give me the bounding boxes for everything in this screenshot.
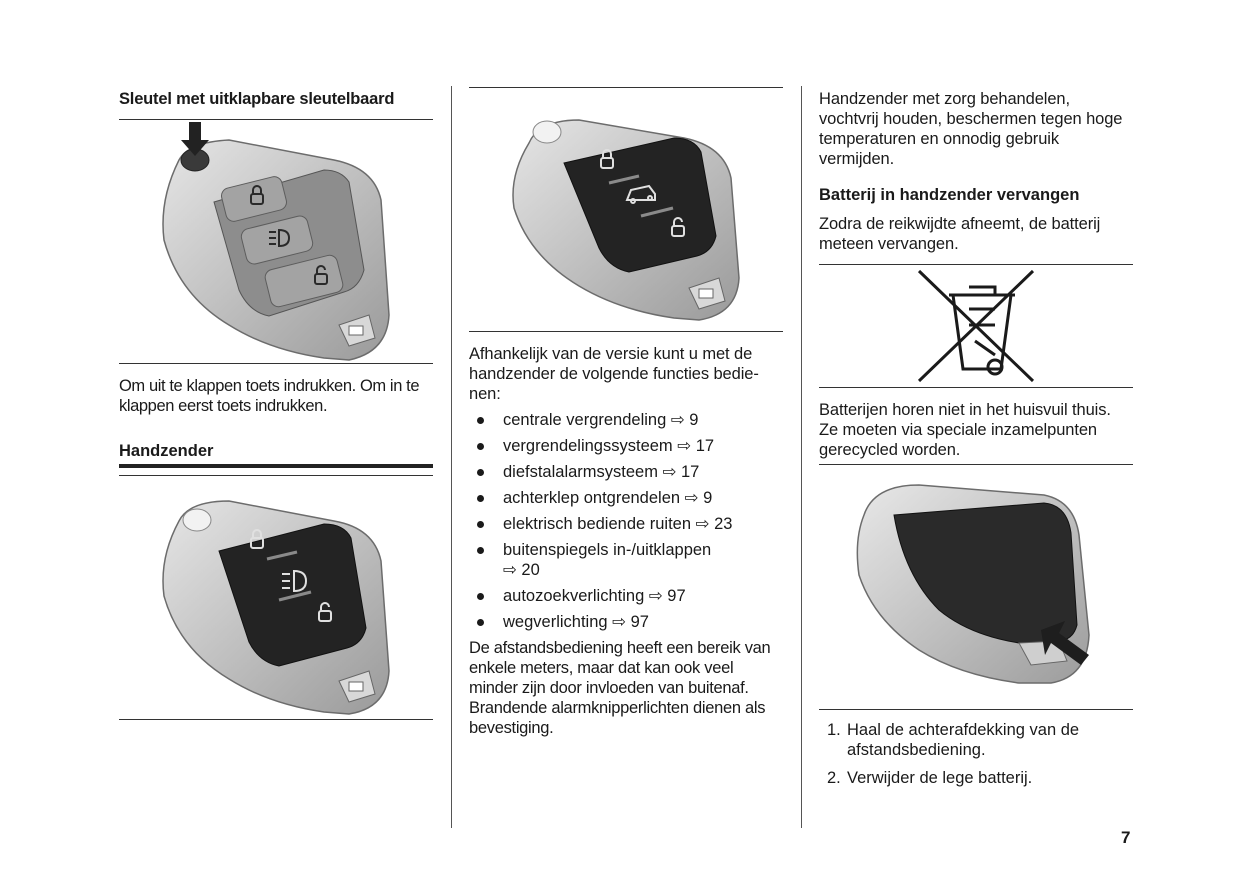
heading-battery: Batterij in handzender vervangen [819, 186, 1080, 204]
battery-cover-figure [819, 465, 1133, 709]
figure-bottom-rule-2 [819, 709, 1133, 710]
transmitter-van-figure [469, 88, 783, 331]
list-item: diefstalalarmsysteem ⇨ 17 [469, 462, 783, 482]
page-ref[interactable]: 20 [521, 561, 540, 579]
page-ref[interactable]: 97 [630, 613, 649, 631]
page-ref-icon: ⇨ [670, 411, 685, 429]
figure-bottom-rule [469, 331, 783, 332]
page-ref[interactable]: 9 [689, 411, 699, 429]
page-number: 7 [1121, 828, 1131, 847]
transmitter-figure [119, 476, 433, 719]
page-ref-icon: ⇨ [677, 437, 692, 455]
figure-bottom-rule-2 [119, 719, 433, 720]
bullet-icon [477, 593, 484, 600]
folding-key-illustration [119, 120, 433, 363]
page-ref[interactable]: 97 [667, 587, 686, 605]
column-divider-2 [801, 86, 802, 828]
page-ref-icon: ⇨ [684, 489, 699, 507]
function-list [469, 410, 783, 632]
folding-key-figure [119, 120, 433, 363]
list-item: buitenspiegels in-/uitklappen ⇨ 20 [469, 540, 783, 580]
list-item: 1. Haal de achterafdekking van de afstandsbediening. [827, 721, 1080, 759]
bullet-icon [477, 619, 484, 626]
list-item: elektrisch bediende ruiten ⇨ 23 [469, 514, 783, 534]
heading-transmitter: Handzender [119, 442, 214, 460]
column-3 [819, 86, 1133, 796]
page-ref[interactable]: 9 [703, 489, 713, 507]
page-ref-icon: ⇨ [695, 515, 710, 533]
transmitter-illustration [119, 476, 433, 719]
page-ref-icon: ⇨ [612, 613, 626, 631]
column-1 [119, 86, 433, 720]
bullet-icon [477, 521, 484, 528]
bullet-icon [477, 443, 484, 450]
crossed-out-bin-icon [819, 265, 1133, 387]
column-divider-1 [451, 86, 452, 828]
folding-instruction: Om uit te klappen toets indrukken. Om in te klappen eerst toets indrukken. [119, 377, 420, 415]
list-item: centrale vergrendeling ⇨ 9 [469, 410, 783, 430]
bullet-icon [477, 417, 484, 424]
list-item: wegverlichting ⇨ 97 [469, 612, 783, 632]
battery-cover-illustration [819, 465, 1133, 709]
disposal-figure [819, 265, 1133, 387]
page-ref-icon: ⇨ [662, 463, 677, 481]
range-drop-paragraph: Zodra de reikwijdte afneemt, de batterij meteen vervangen. [819, 215, 1101, 253]
bullet-icon [477, 495, 484, 502]
bullet-icon [477, 547, 484, 554]
figure-bottom-rule [119, 363, 433, 364]
battery-steps [819, 720, 1133, 788]
transmitter-van-illustration [469, 88, 783, 331]
page-ref-icon: ⇨ [503, 561, 517, 579]
range-paragraph: De afstandsbediening heeft een bereik van enkele meters, maar dat kan ook veel minder zijn door invloeden van buitenaf. Brandende alarmknipperlichten dienen als bevestiging. [469, 639, 771, 737]
page-ref[interactable]: 17 [681, 463, 700, 481]
figure-bottom-rule [819, 387, 1133, 388]
bullet-icon [477, 469, 484, 476]
page-ref[interactable]: 23 [714, 515, 733, 533]
heading-folding-key: Sleutel met uitklapbare sleutelbaard [119, 90, 395, 108]
page-ref[interactable]: 17 [695, 437, 715, 455]
list-item: 2. Verwijder de lege batterij. [827, 769, 1033, 787]
section-thick-rule [119, 464, 433, 468]
column-2 [469, 86, 783, 738]
page-ref-icon: ⇨ [648, 587, 663, 605]
care-paragraph: Handzender met zorg behandelen, vochtvrij houden, beschermen tegen hoge temperaturen en onnodig gebruik vermijden. [819, 90, 1123, 168]
functions-intro: Afhankelijk van de versie kunt u met de handzender de volgende functies bedie-nen: [469, 345, 759, 403]
disposal-paragraph: Batterijen horen niet in het huisvuil thuis. Ze moeten via speciale inzamelpunten gerecycled worden. [819, 401, 1111, 459]
list-item: vergrendelingssysteem ⇨ 17 [469, 436, 783, 456]
list-item: achterklep ontgrendelen ⇨ 9 [469, 488, 783, 508]
list-item: autozoekverlichting ⇨ 97 [469, 586, 783, 606]
